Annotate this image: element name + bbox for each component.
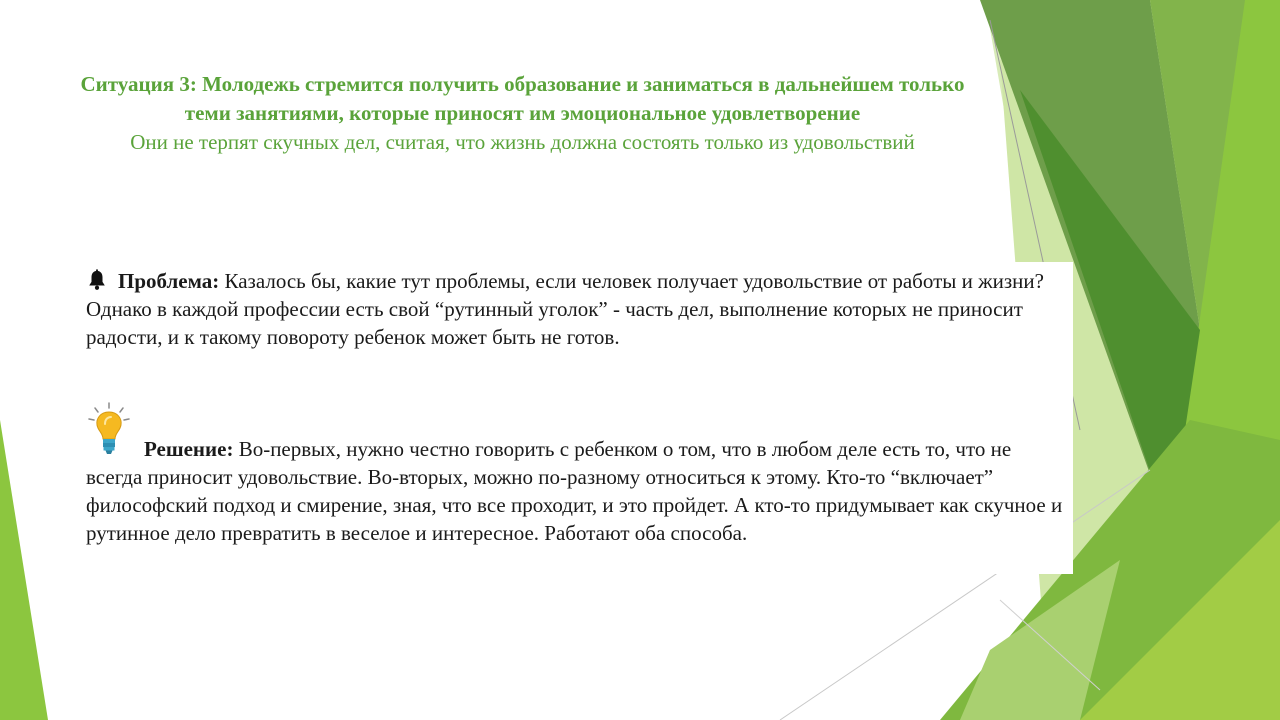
problem-paragraph: [86, 267, 1071, 351]
solution-paragraph: [86, 435, 1071, 547]
problem-text: Казалось бы, какие тут проблемы, если человек получает удовольствие от работы и жизни? Однако в каждой профессии есть свой “рутинный уголок” - часть дел, выполнение которых не приносит радости, и к такому повороту ребенок может быть не готов.: [86, 269, 1044, 349]
solution-label: Решение:: [144, 437, 234, 461]
solution-text: Во-первых, нужно честно говорить с ребенком о том, что в любом деле есть то, что не всегда приносит удовольствие. Во-вторых, можно по-разному относиться к этому. Кто-то “включает” философский подход и смирение, зная, что все проходит, и это пройдет. А кто-то придумывает как скучное и рутинное дело превратить в веселое и интересное. Работают оба способа.: [86, 437, 1063, 545]
bg-shape-left: [0, 420, 48, 720]
slide-title: Ситуация 3: Молодежь стремится получить образование и заниматься в дальнейшем только теми занятиями, которые приносят им эмоциональное удовлетворение: [80, 72, 965, 125]
problem-label: Проблема:: [118, 269, 220, 293]
bell-icon: [86, 269, 108, 291]
content-box: [78, 262, 1073, 574]
slide-subtitle: Они не терпят скучных дел, считая, что жизнь должна состоять только из удовольствий: [130, 130, 915, 154]
title-block: [80, 70, 965, 157]
